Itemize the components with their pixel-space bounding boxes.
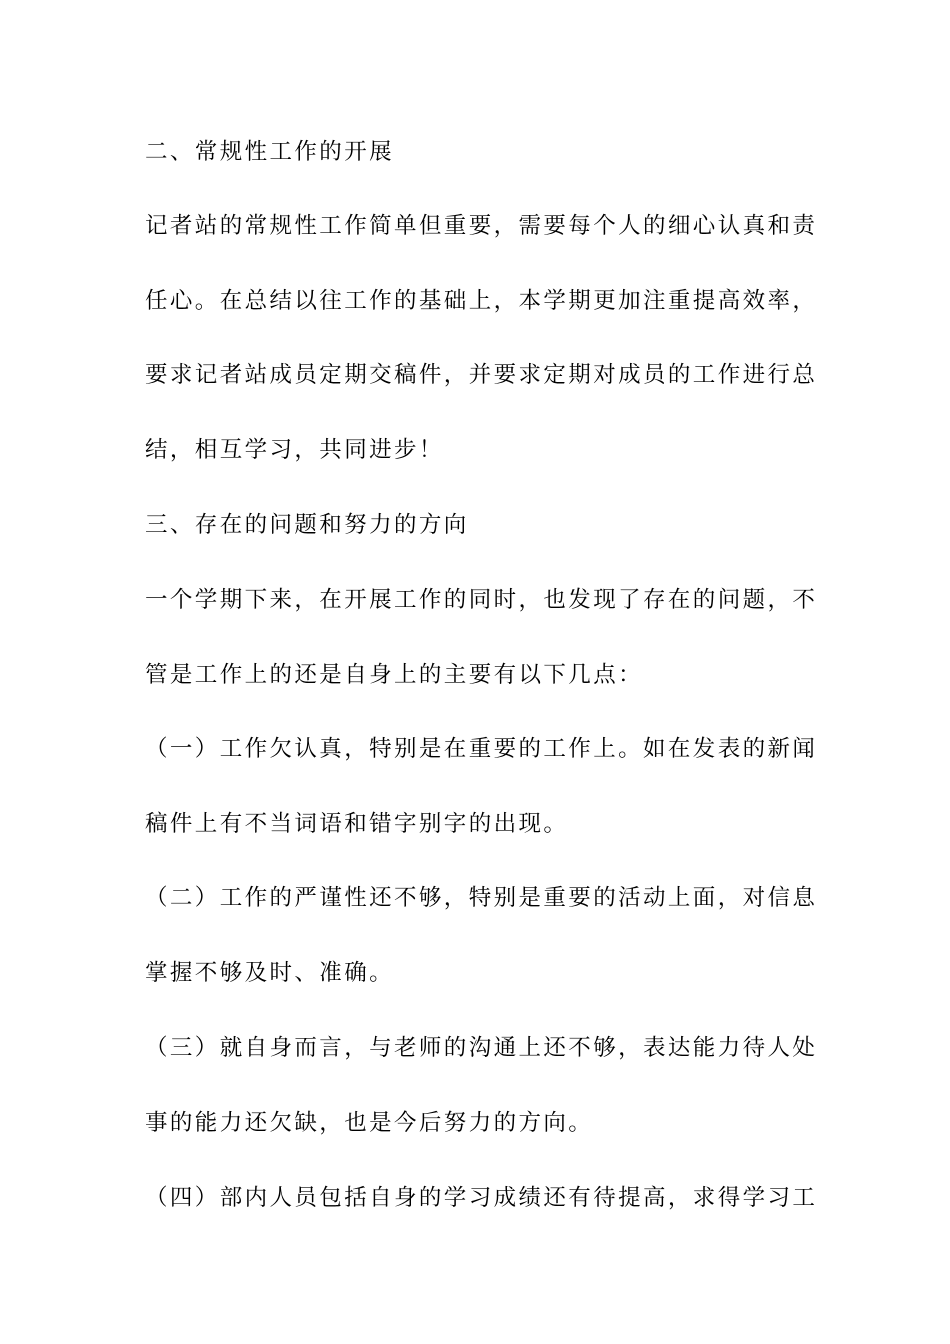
paragraph-line: 要求记者站成员定期交稿件，并要求定期对成员的工作进行总 <box>145 362 818 388</box>
paragraph-line: 任心。在总结以往工作的基础上，本学期更加注重提高效率， <box>145 288 818 314</box>
list-item-line: （四）部内人员包括自身的学习成绩还有待提高，求得学习工 <box>145 1185 818 1211</box>
list-item-line: 掌握不够及时、准确。 <box>145 960 395 986</box>
list-item-line: （三）就自身而言，与老师的沟通上还不够，表达能力待人处 <box>145 1035 818 1061</box>
list-item-line: 稿件上有不当词语和错字别字的出现。 <box>145 811 569 837</box>
paragraph-line: 记者站的常规性工作简单但重要，需要每个人的细心认真和责 <box>145 213 818 239</box>
paragraph-line: 一个学期下来，在开展工作的同时，也发现了存在的问题，不 <box>145 587 818 613</box>
list-item-line: （二）工作的严谨性还不够，特别是重要的活动上面，对信息 <box>145 885 818 911</box>
list-item-line: （一）工作欠认真，特别是在重要的工作上。如在发表的新闻 <box>145 736 818 762</box>
paragraph-line: 管是工作上的还是自身上的主要有以下几点： <box>145 662 644 688</box>
list-item-line: 事的能力还欠缺，也是今后努力的方向。 <box>145 1110 594 1136</box>
paragraph-line: 结，相互学习，共同进步！ <box>145 437 444 463</box>
heading-problems-direction: 三、存在的问题和努力的方向 <box>145 512 469 538</box>
heading-routine-work: 二、常规性工作的开展 <box>145 139 395 165</box>
